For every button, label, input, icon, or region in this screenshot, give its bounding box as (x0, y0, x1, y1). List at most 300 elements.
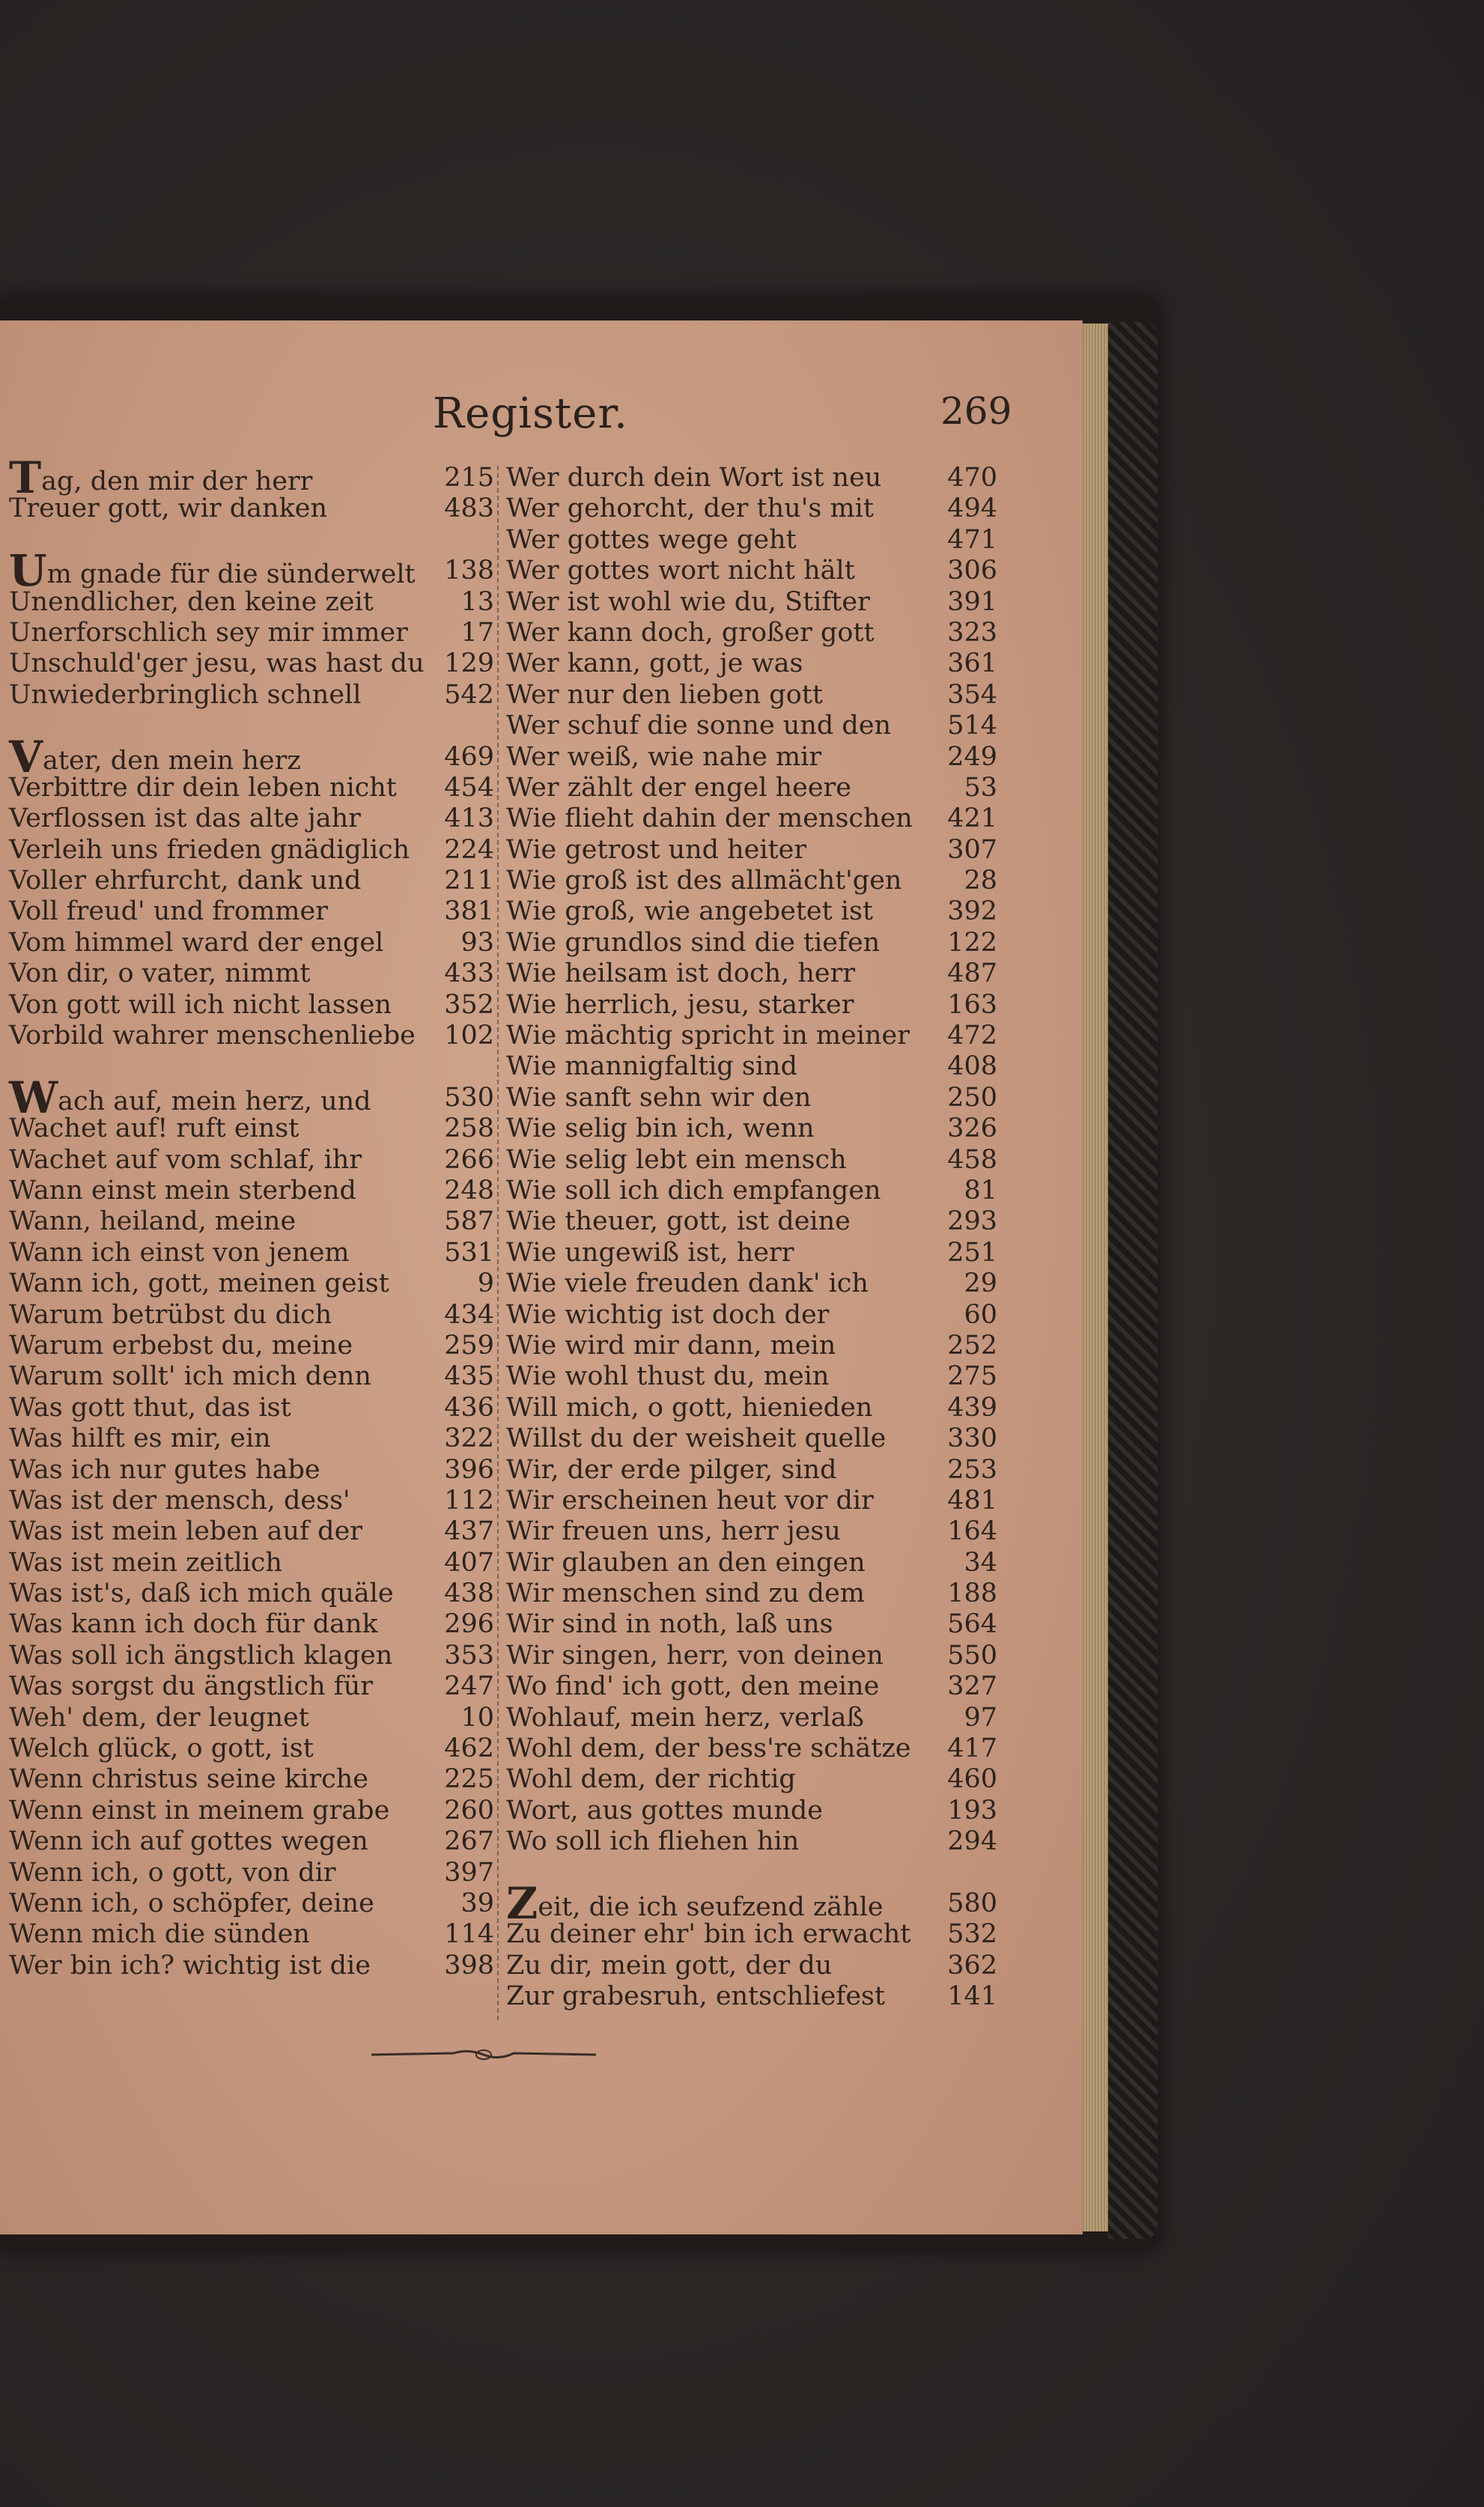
entry-title: Wir menschen sind zu dem (506, 1578, 865, 1609)
entry-hymn-number: 294 (947, 1826, 997, 1857)
index-entry (9, 803, 494, 834)
entry-title: Treuer gott, wir danken (9, 493, 328, 524)
index-entry (506, 1764, 997, 1795)
index-entry (506, 896, 997, 927)
entry-title: Wie sanft sehn wir den (506, 1082, 812, 1113)
entry-title: Wer bin ich? wichtig ist die (9, 1950, 371, 1981)
entry-title: Voll freud' und frommer (9, 896, 328, 927)
index-entry (506, 1113, 997, 1144)
entry-title: Wie heilsam ist doch, herr (506, 958, 856, 989)
entry-title: Wie getrost und heiter (506, 834, 807, 865)
index-entry (506, 990, 997, 1021)
index-entry (9, 1021, 494, 1051)
column-divider (497, 466, 499, 2023)
entry-title: Von gott will ich nicht lassen (9, 989, 392, 1020)
index-entry (506, 1455, 997, 1486)
entry-title: Wachet auf! ruft einst (9, 1113, 299, 1144)
entry-title: Unwiederbringlich schnell (9, 679, 362, 710)
index-entry (506, 648, 997, 679)
entry-title: Was soll ich ängstlich klagen (9, 1640, 393, 1671)
page-number: 269 (940, 389, 1012, 433)
index-entry (9, 648, 494, 679)
entry-title: Wo soll ich fliehen hin (506, 1826, 800, 1857)
entry-title: Wie groß, wie angebetet ist (506, 896, 874, 927)
index-entry (506, 1578, 997, 1609)
entry-hymn-number: 361 (947, 648, 997, 679)
index-entry (506, 835, 997, 866)
entry-title: Wenn christus seine kirche (9, 1764, 369, 1795)
entry-hymn-number: 353 (444, 1640, 494, 1671)
entry-title: Wie flieht dahin der menschen (506, 803, 913, 834)
index-entry (506, 742, 997, 773)
entry-hymn-number: 53 (964, 772, 997, 803)
index-entry (506, 493, 997, 524)
entry-title: Wer ist wohl wie du, Stifter (506, 586, 870, 617)
entry-title: Was gott thut, das ist (9, 1392, 291, 1423)
entry-title: Warum sollt' ich mich denn (9, 1361, 371, 1392)
index-entry (506, 928, 997, 958)
entry-hymn-number: 437 (444, 1516, 494, 1547)
entry-hymn-number: 248 (444, 1175, 494, 1206)
cover-texture (1108, 322, 1158, 2239)
entry-title: Unschuld'ger jesu, was hast du (9, 648, 425, 679)
entry-hymn-number: 296 (444, 1609, 494, 1640)
section-initial: V (9, 731, 43, 783)
index-entry (506, 1733, 997, 1764)
entry-title: Wer weiß, wie nahe mir (506, 741, 822, 772)
index-entry (506, 1703, 997, 1733)
section-gap (506, 1858, 997, 1888)
entry-hymn-number: 138 (444, 556, 494, 586)
entry-hymn-number: 193 (947, 1795, 997, 1826)
index-entry (506, 1671, 997, 1702)
index-entry (9, 1072, 494, 1123)
index-entry (506, 1300, 997, 1331)
entry-hymn-number: 530 (444, 1082, 494, 1113)
index-entry (9, 896, 494, 927)
page-title: Register. (433, 389, 628, 438)
index-entry (9, 731, 494, 783)
entry-title: Wer gottes wege geht (506, 524, 797, 555)
entry-title: Vom himmel ward der engel (9, 927, 384, 958)
entry-hymn-number: 354 (947, 679, 997, 710)
index-entry (9, 1703, 494, 1733)
entry-title: Voller ehrfurcht, dank und (9, 866, 362, 896)
entry-title: Willst du der weisheit quelle (506, 1423, 887, 1454)
index-entry (9, 1858, 494, 1888)
entry-hymn-number: 17 (460, 617, 494, 648)
section-gap (9, 525, 494, 556)
index-entry (9, 1206, 494, 1237)
entry-hymn-number: 97 (964, 1702, 997, 1733)
index-entry (506, 1083, 997, 1113)
index-entry (506, 1331, 997, 1361)
entry-hymn-number: 93 (460, 927, 494, 958)
index-entry (9, 1578, 494, 1609)
entry-hymn-number: 391 (947, 586, 997, 617)
index-entry (506, 1516, 997, 1547)
entry-title: Wenn einst in meinem grabe (9, 1795, 390, 1826)
index-entry (506, 1206, 997, 1237)
entry-title: Welch glück, o gott, ist (9, 1733, 314, 1764)
entry-hymn-number: 417 (947, 1733, 997, 1764)
index-column-left (9, 452, 494, 1981)
entry-hymn-number: 564 (947, 1609, 997, 1640)
entry-hymn-number: 487 (947, 958, 997, 989)
index-entry (506, 1176, 997, 1206)
entry-title: Wenn ich, o gott, von dir (9, 1857, 336, 1888)
index-entry (9, 1176, 494, 1206)
entry-title: Von dir, o vater, nimmt (9, 958, 311, 989)
entry-title: Wir sind in noth, laß uns (506, 1609, 833, 1640)
index-entry (9, 1331, 494, 1361)
entry-hymn-number: 514 (947, 711, 997, 741)
entry-title: Zur grabesruh, entschliefest (506, 1981, 886, 2012)
entry-hymn-number: 215 (444, 463, 494, 493)
entry-title: Wer schuf die sonne und den (506, 711, 892, 741)
entry-title: Wo find' ich gott, den meine (506, 1671, 880, 1702)
entry-title: Zu dir, mein gott, der du (506, 1950, 833, 1981)
index-entry (9, 493, 494, 524)
entry-hymn-number: 211 (444, 866, 494, 896)
entry-hymn-number: 580 (947, 1888, 997, 1918)
index-entry (9, 1268, 494, 1299)
entry-hymn-number: 392 (947, 896, 997, 927)
index-entry (9, 1548, 494, 1578)
ornament-divider (371, 2046, 596, 2064)
entry-hymn-number: 306 (947, 556, 997, 586)
index-entry (506, 1919, 997, 1950)
index-entry (506, 1548, 997, 1578)
entry-hymn-number: 413 (444, 803, 494, 834)
entry-hymn-number: 112 (444, 1485, 494, 1516)
entry-hymn-number: 250 (947, 1082, 997, 1113)
section-initial: U (9, 545, 47, 597)
index-entry (506, 1021, 997, 1051)
index-entry (9, 1516, 494, 1547)
entry-title: Tag, den mir der herr (9, 452, 313, 503)
index-entry (9, 1455, 494, 1486)
entry-hymn-number: 323 (947, 617, 997, 648)
entry-hymn-number: 483 (444, 493, 494, 524)
entry-hymn-number: 252 (947, 1330, 997, 1361)
entry-hymn-number: 407 (444, 1547, 494, 1578)
entry-title: Wachet auf vom schlaf, ihr (9, 1144, 362, 1175)
entry-hymn-number: 275 (947, 1361, 997, 1392)
entry-title: Wie wichtig ist doch der (506, 1299, 830, 1330)
entry-title: Wer zählt der engel heere (506, 772, 851, 803)
entry-hymn-number: 225 (444, 1764, 494, 1795)
entry-hymn-number: 9 (477, 1268, 494, 1299)
entry-title: Wie herrlich, jesu, starker (506, 989, 854, 1020)
entry-title: Zu deiner ehr' bin ich erwacht (506, 1919, 911, 1950)
index-entry (506, 958, 997, 989)
index-entry (9, 1671, 494, 1702)
entry-title: Wie wird mir dann, mein (506, 1330, 836, 1361)
entry-hymn-number: 435 (444, 1361, 494, 1392)
entry-hymn-number: 439 (947, 1392, 997, 1423)
index-entry (506, 1609, 997, 1640)
entry-title: Zeit, die ich seufzend zähle (506, 1877, 884, 1929)
entry-title: Wenn mich die sünden (9, 1919, 310, 1950)
index-entry (506, 1145, 997, 1176)
entry-hymn-number: 260 (444, 1795, 494, 1826)
entry-title: Wie selig lebt ein mensch (506, 1144, 847, 1175)
entry-hymn-number: 13 (460, 586, 494, 617)
entry-title: Was ist's, daß ich mich quäle (9, 1578, 394, 1609)
entry-title: Verflossen ist das alte jahr (9, 803, 361, 834)
index-entry (9, 773, 494, 803)
entry-hymn-number: 327 (947, 1671, 997, 1702)
index-entry (9, 618, 494, 648)
entry-hymn-number: 408 (947, 1051, 997, 1082)
entry-hymn-number: 462 (444, 1733, 494, 1764)
index-entry (506, 1981, 997, 2012)
index-entry (9, 1919, 494, 1950)
entry-title: Wer kann, gott, je was (506, 648, 803, 679)
entry-hymn-number: 266 (444, 1144, 494, 1175)
entry-hymn-number: 129 (444, 648, 494, 679)
entry-hymn-number: 352 (444, 989, 494, 1020)
index-entry (9, 835, 494, 866)
entry-hymn-number: 29 (964, 1268, 997, 1299)
section-initial: W (9, 1072, 58, 1123)
entry-title: Wie grundlos sind die tiefen (506, 927, 881, 958)
entry-hymn-number: 398 (444, 1950, 494, 1981)
index-entry (9, 1951, 494, 1981)
index-entry (506, 1393, 997, 1423)
entry-title: Wir glauben an den eingen (506, 1547, 866, 1578)
index-entry (9, 1393, 494, 1423)
entry-hymn-number: 362 (947, 1950, 997, 1981)
entry-hymn-number: 421 (947, 803, 997, 834)
entry-hymn-number: 307 (947, 834, 997, 865)
index-entry (9, 866, 494, 896)
index-entry (506, 1877, 997, 1929)
entry-title: Wir freuen uns, herr jesu (506, 1516, 841, 1547)
entry-hymn-number: 10 (460, 1702, 494, 1733)
section-initial: T (9, 452, 42, 503)
entry-title: Wer kann doch, großer gott (506, 617, 875, 648)
entry-hymn-number: 259 (444, 1330, 494, 1361)
index-column-right (506, 463, 997, 2013)
entry-title: Wir erscheinen heut vor dir (506, 1485, 874, 1516)
entry-hymn-number: 114 (444, 1919, 494, 1950)
entry-title: Weh' dem, der leugnet (9, 1702, 309, 1733)
entry-title: Unendlicher, den keine zeit (9, 586, 374, 617)
entry-hymn-number: 434 (444, 1299, 494, 1330)
entry-title: Wenn ich auf gottes wegen (9, 1826, 368, 1857)
index-entry (9, 1238, 494, 1268)
entry-hymn-number: 381 (444, 896, 494, 927)
entry-hymn-number: 436 (444, 1392, 494, 1423)
entry-title: Was ist der mensch, dess' (9, 1485, 350, 1516)
entry-title: Wohl dem, der bess're schätze (506, 1733, 911, 1764)
entry-hymn-number: 494 (947, 493, 997, 524)
entry-title: Unerforschlich sey mir immer (9, 617, 408, 648)
entry-hymn-number: 397 (444, 1857, 494, 1888)
index-entry (9, 680, 494, 711)
index-entry (9, 1423, 494, 1454)
index-entry (506, 1796, 997, 1826)
entry-title: Wenn ich, o schöpfer, deine (9, 1888, 374, 1918)
index-entry (9, 1361, 494, 1392)
entry-hymn-number: 460 (947, 1764, 997, 1795)
entry-hymn-number: 454 (444, 772, 494, 803)
index-entry (506, 1423, 997, 1454)
section-initial: Z (506, 1877, 538, 1929)
entry-title: Was sorgst du ängstlich für (9, 1671, 374, 1702)
index-entry (506, 773, 997, 803)
index-entry (506, 1238, 997, 1268)
entry-title: Verbittre dir dein leben nicht (9, 772, 397, 803)
entry-hymn-number: 396 (444, 1454, 494, 1485)
entry-hymn-number: 102 (444, 1021, 494, 1051)
entry-hymn-number: 470 (947, 463, 997, 493)
entry-hymn-number: 247 (444, 1671, 494, 1702)
index-entry (506, 1486, 997, 1516)
entry-hymn-number: 164 (947, 1516, 997, 1547)
index-entry (9, 1641, 494, 1671)
index-entry (506, 618, 997, 648)
entry-title: Wie ungewiß ist, herr (506, 1237, 794, 1268)
index-entry (9, 1113, 494, 1144)
entry-hymn-number: 532 (947, 1919, 997, 1950)
section-gap (9, 711, 494, 741)
entry-title: Verleih uns frieden gnädiglich (9, 834, 410, 865)
index-entry (9, 1764, 494, 1795)
entry-hymn-number: 122 (947, 927, 997, 958)
entry-hymn-number: 188 (947, 1578, 997, 1609)
entry-title: Was ist mein leben auf der (9, 1516, 363, 1547)
entry-title: Was hilft es mir, ein (9, 1423, 271, 1454)
entry-title: Wer durch dein Wort ist neu (506, 463, 882, 493)
entry-hymn-number: 253 (947, 1454, 997, 1485)
entry-title: Wort, aus gottes munde (506, 1795, 824, 1826)
entry-hymn-number: 267 (444, 1826, 494, 1857)
entry-hymn-number: 330 (947, 1423, 997, 1454)
entry-hymn-number: 433 (444, 958, 494, 989)
entry-title: Wach auf, mein herz, und (9, 1072, 371, 1123)
index-entry (9, 545, 494, 597)
entry-hymn-number: 471 (947, 524, 997, 555)
entry-hymn-number: 258 (444, 1113, 494, 1144)
index-entry (506, 525, 997, 556)
entry-hymn-number: 469 (444, 741, 494, 772)
entry-title: Wer gottes wort nicht hält (506, 556, 855, 586)
entry-hymn-number: 60 (964, 1299, 997, 1330)
index-entry (506, 866, 997, 896)
entry-title: Wann ich einst von jenem (9, 1237, 350, 1268)
page-header (0, 389, 1018, 449)
entry-title: Was kann ich doch für dank (9, 1609, 378, 1640)
entry-hymn-number: 251 (947, 1237, 997, 1268)
entry-title: Wann, heiland, meine (9, 1206, 297, 1237)
index-entry (9, 1609, 494, 1640)
entry-title: Um gnade für die sünderwelt (9, 545, 416, 597)
entry-title: Was ich nur gutes habe (9, 1454, 320, 1485)
entry-hymn-number: 472 (947, 1021, 997, 1051)
index-entry (9, 958, 494, 989)
entry-hymn-number: 34 (964, 1547, 997, 1578)
page-edges (1078, 323, 1108, 2231)
entry-title: Wie mannigfaltig sind (506, 1051, 798, 1082)
index-entry (506, 711, 997, 741)
entry-title: Was ist mein zeitlich (9, 1547, 282, 1578)
entry-title: Warum betrübst du dich (9, 1299, 332, 1330)
entry-title: Wir, der erde pilger, sind (506, 1454, 837, 1485)
index-entry (506, 1361, 997, 1392)
entry-title: Wann einst mein sterbend (9, 1175, 356, 1206)
entry-title: Wie groß ist des allmächt'gen (506, 866, 902, 896)
index-entry (506, 1268, 997, 1299)
entry-hymn-number: 550 (947, 1640, 997, 1671)
index-entry (506, 556, 997, 586)
entry-hymn-number: 224 (444, 834, 494, 865)
entry-title: Warum erbebst du, meine (9, 1330, 353, 1361)
entry-title: Wie theuer, gott, ist deine (506, 1206, 851, 1237)
entry-hymn-number: 81 (964, 1175, 997, 1206)
entry-title: Wie mächtig spricht in meiner (506, 1021, 910, 1051)
entry-hymn-number: 326 (947, 1113, 997, 1144)
entry-hymn-number: 322 (444, 1423, 494, 1454)
index-entry (9, 1888, 494, 1919)
entry-hymn-number: 249 (947, 741, 997, 772)
entry-title: Will mich, o gott, hienieden (506, 1392, 873, 1423)
entry-hymn-number: 39 (460, 1888, 494, 1918)
entry-title: Wohlauf, mein herz, verlaß (506, 1702, 864, 1733)
index-entry (9, 990, 494, 1021)
entry-hymn-number: 293 (947, 1206, 997, 1237)
index-entry (9, 452, 494, 503)
entry-title: Vater, den mein herz (9, 731, 301, 783)
entry-hymn-number: 28 (964, 866, 997, 896)
entry-title: Wann ich, gott, meinen geist (9, 1268, 389, 1299)
entry-hymn-number: 587 (444, 1206, 494, 1237)
entry-hymn-number: 438 (444, 1578, 494, 1609)
entry-title: Wie selig bin ich, wenn (506, 1113, 815, 1144)
entry-hymn-number: 458 (947, 1144, 997, 1175)
entry-title: Wer nur den lieben gott (506, 679, 823, 710)
index-entry (506, 463, 997, 493)
index-entry (9, 1486, 494, 1516)
index-entry (506, 1951, 997, 1981)
entry-title: Wir singen, herr, von deinen (506, 1640, 884, 1671)
entry-title: Wer gehorcht, der thu's mit (506, 493, 874, 524)
entry-title: Wie wohl thust du, mein (506, 1361, 830, 1392)
entry-title: Wie viele freuden dank' ich (506, 1268, 869, 1299)
index-entry (9, 587, 494, 618)
index-entry (9, 1300, 494, 1331)
index-entry (506, 803, 997, 834)
entry-title: Wohl dem, der richtig (506, 1764, 796, 1795)
index-entry (506, 1641, 997, 1671)
entry-hymn-number: 141 (947, 1981, 997, 2012)
index-entry (9, 1145, 494, 1176)
entry-hymn-number: 542 (444, 679, 494, 710)
index-entry (9, 1796, 494, 1826)
entry-hymn-number: 531 (444, 1237, 494, 1268)
index-entry (506, 1826, 997, 1857)
index-entry (506, 1051, 997, 1082)
entry-hymn-number: 481 (947, 1485, 997, 1516)
index-entry (506, 680, 997, 711)
entry-title: Vorbild wahrer menschenliebe (9, 1021, 416, 1051)
entry-hymn-number: 163 (947, 989, 997, 1020)
index-entry (9, 1733, 494, 1764)
section-gap (9, 1051, 494, 1082)
index-entry (9, 928, 494, 958)
